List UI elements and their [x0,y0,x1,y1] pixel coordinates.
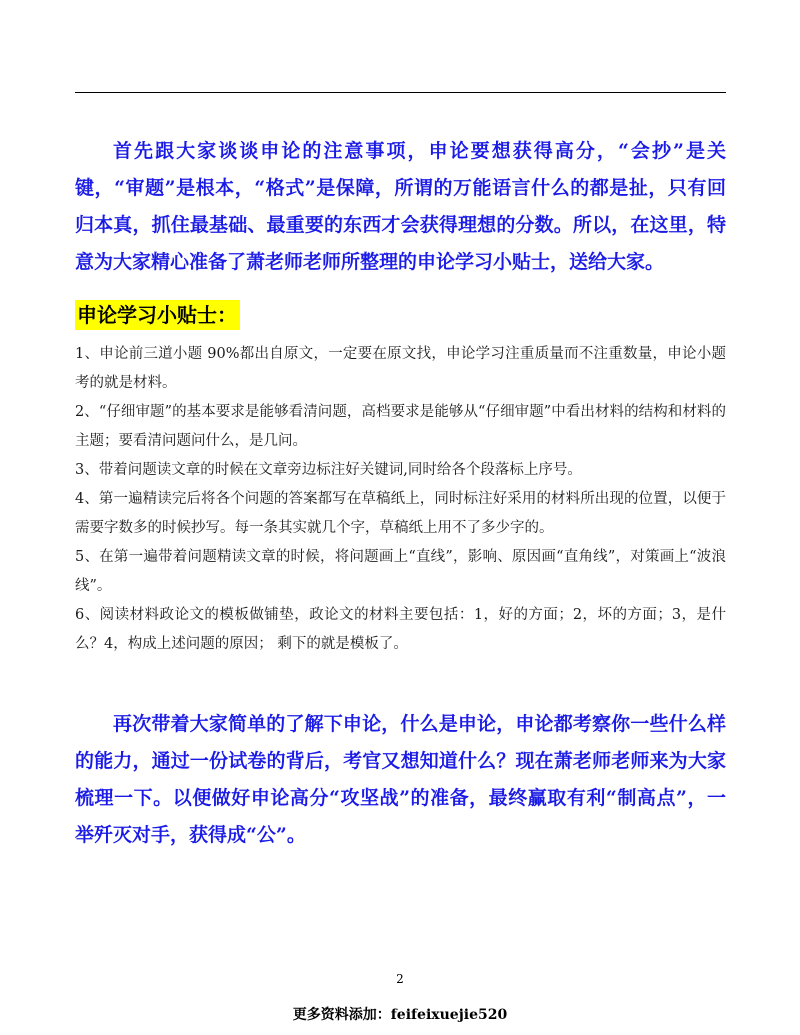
tip-item: 5、在第一遍带着问题精读文章的时候，将问题画上“直线”，影响、原因画“直角线”，对策画上“波浪线”。 [75,549,726,594]
page-number: 2 [396,972,404,986]
tip-item: 6、阅读材料政论文的模板做铺垫，政论文的材料主要包括：1，好的方面；2，坏的方面；3，是什么？4，构成上述问题的原因； 剩下的就是模板了。 [75,607,726,652]
intro-paragraph: 首先跟大家谈谈申论的注意事项，申论要想获得高分，“会抄”是关键，“审题”是根本，“格式”是保障，所谓的万能语言什么的都是扯，只有回归本真，抓住最基础、最重要的东西才会获得理想的分数。所以，在这里，特意为大家精心准备了萧老师老师所整理的申论学习小贴士，送给大家。 [75,140,726,273]
outro-paragraph: 再次带着大家简单的了解下申论，什么是申论，申论都考察你一些什么样的能力，通过一份试卷的背后，考官又想知道什么？现在萧老师老师来为大家梳理一下。以便做好申论高分“攻坚战”的准备，最终赢取有利“制高点”，一举歼灭对手，获得成“公”。 [75,713,726,846]
tips-heading: 申论学习小贴士： [75,300,240,330]
tip-item: 4、第一遍精读完后将各个问题的答案都写在草稿纸上，同时标注好采用的材料所出现的位置，以便于需要字数多的时候抄写。每一条其实就几个字，草稿纸上用不了多少字的。 [75,491,726,536]
tips-list [75,340,726,659]
tip-item: 3、带着问题读文章的时候在文章旁边标注好关键词,同时给各个段落标上序号。 [75,462,582,478]
tip-item: 2、“仔细审题”的基本要求是能够看清问题，高档要求是能够从“仔细审题”中看出材料的结构和材料的主题；要看清问题问什么，是几问。 [75,404,726,449]
tip-item: 1、申论前三道小题 90%都出自原文，一定要在原文找，申论学习注重质量而不注重数量，申论小题考的就是材料。 [75,346,726,391]
footer-note: 更多资料添加：feifeixuejie520 [292,1007,508,1023]
header-rule [75,92,726,93]
